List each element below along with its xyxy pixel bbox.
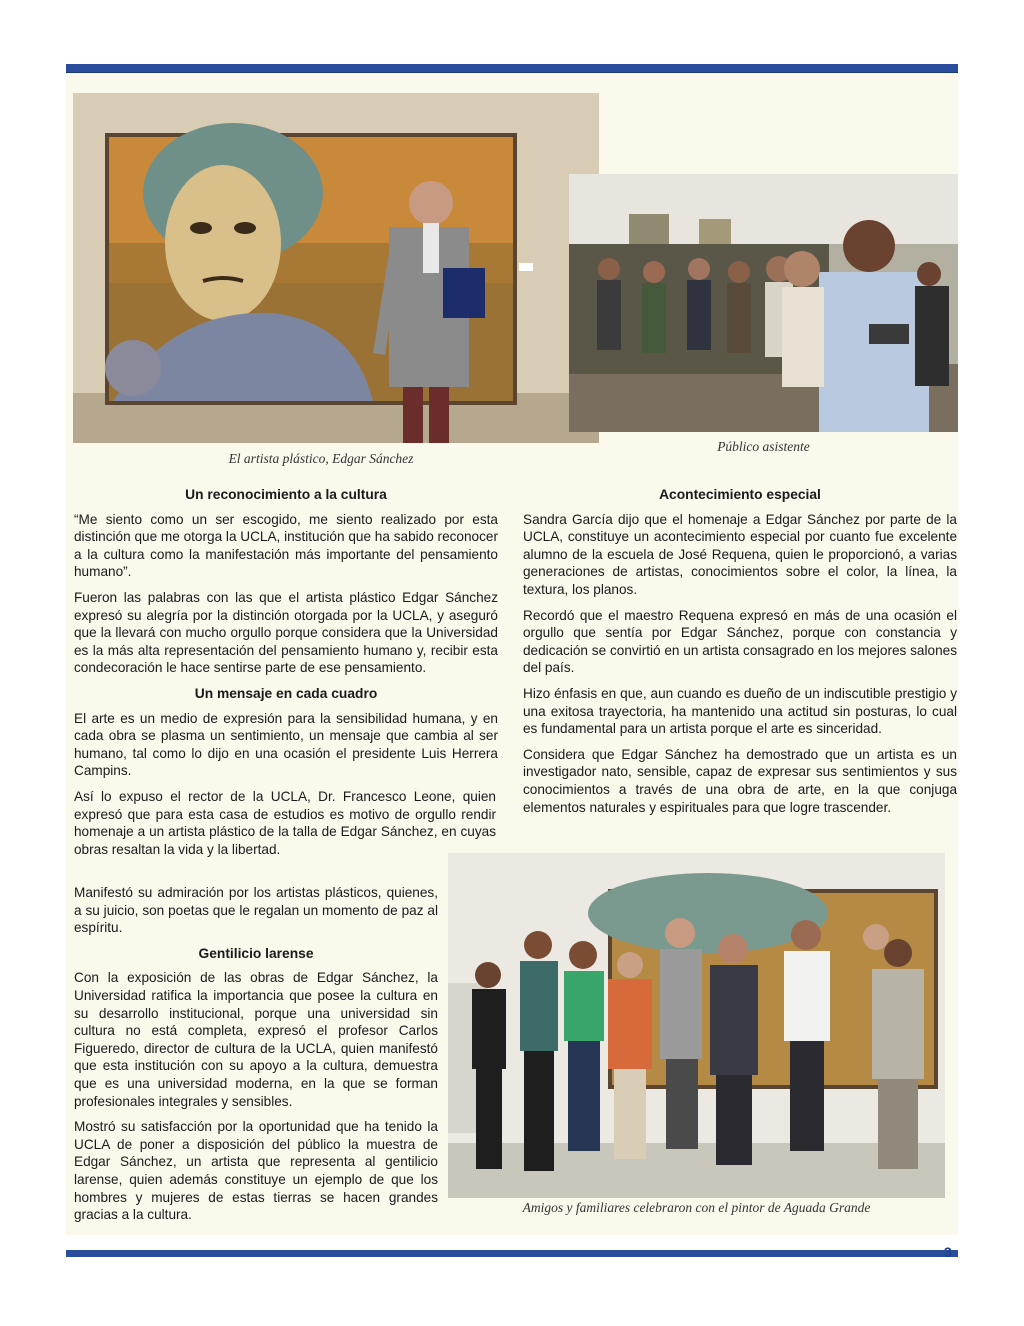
section-heading-gentilicio: Gentilicio larense [198,945,314,961]
page-number: 3 [944,1244,952,1260]
top-rule [66,64,958,73]
artist-photo [73,93,599,443]
left-column-lower [74,884,438,1232]
paragraph: Fueron las palabras con las que el artista plástico Edgar Sánchez expresó su alegría por la distinción otorgada por la UCLA, y aseguró que la llevará con mucho orgullo porque considera que la Universidad es la más alta representación del pensamiento humano y, recibir esta condecoración le hace sentirse parte de ese pensamiento. [74,589,498,676]
bottom-rule [66,1250,958,1257]
friends-photo [448,853,945,1198]
section-heading-acontecimiento: Acontecimiento especial [659,487,821,502]
left-column [74,486,498,866]
paragraph: Manifestó su admiración por los artistas plásticos, quienes, a su juicio, son poetas que le regalan un momento de paz al espíritu. [74,885,438,936]
audience-photo [569,174,958,432]
artist-caption: El artista plástico, Edgar Sánchez [228,451,414,466]
friends-caption: Amigos y familiares celebraron con el pintor de Aguada Grande [522,1200,871,1215]
paragraph: Considera que Edgar Sánchez ha demostrado que un artista es un investigador nato, sensible, capaz de expresar sus sentimientos y sus conocimientos a través de una obra de arte, en la que conjuga elementos naturales y espirituales para que logre trascender. [523,746,957,815]
section-heading-mensaje: Un mensaje en cada cuadro [194,685,378,701]
right-column [523,486,957,824]
paragraph: Hizo énfasis en que, aun cuando es dueño de un indiscutible prestigio y una exitosa trayectoria, ha mantenido una actitud sin posturas, lo cual es fundamental para un artista porque el arte es sinceridad. [523,685,957,737]
paragraph: Mostró su satisfacción por la oportunidad que ha tenido la UCLA de poner a disposición del público la muestra de Edgar Sánchez, un artista que representa al gentilicio larense, quien además constituye un ejemplo de que los hombres y mujeres de estas tierras se hacen grandes gracias a la cultura. [74,1119,438,1223]
paragraph: Con la exposición de las obras de Edgar Sánchez, la Universidad ratifica la importancia que posee la cultura en su desarrollo institucional, porque una universidad sin cultura no está completa, expresó el profesor Carlos Figueredo, director de cultura de la UCLA, quien manifestó que esta institución con su apoyo a la cultura, demuestra que es una universidad moderna, en la que se forman profesionales integrales y sensibles. [74,970,438,1109]
paragraph: “Me siento como un ser escogido, me siento realizado por esta distinción que me otorga la UCLA, institución que ha sabido reconocer a la cultura como la manifestación más importante del pensamiento humano”. [74,511,498,580]
paragraph: El arte es un medio de expresión para la sensibilidad humana, y en cada obra se plasma un sentimiento, un mensaje que cambia al ser humano, tal como lo dijo en una ocasión el presidente Luis Herrera Campins. [74,710,498,779]
paragraph: Recordó que el maestro Requena expresó en más de una ocasión el orgullo que sentía por Edgar Sánchez, porque con constancia y dedicación se convirtió en un artista consagrado en los mejores salones del país. [523,607,957,676]
section-heading-reconocimiento: Un reconocimiento a la cultura [185,487,387,502]
paragraph: Sandra García dijo que el homenaje a Edgar Sánchez por parte de la UCLA, constituye un acontecimiento especial por cuanto fue excelente alumno de la escuela de José Requena, quien le proporcionó, a varias generaciones de artistas, conocimientos sobre el color, la línea, la textura, los planos. [523,511,957,597]
audience-caption: Público asistente [717,439,810,454]
paragraph: Así lo expuso el rector de la UCLA, Dr. Francesco Leone, quien expresó que para esta casa de estudios es motivo de orgullo rendir homenaje a un artista plástico de la talla de Edgar Sánchez, en cuyas obras resaltan la vida y la libertad. [74,788,496,857]
